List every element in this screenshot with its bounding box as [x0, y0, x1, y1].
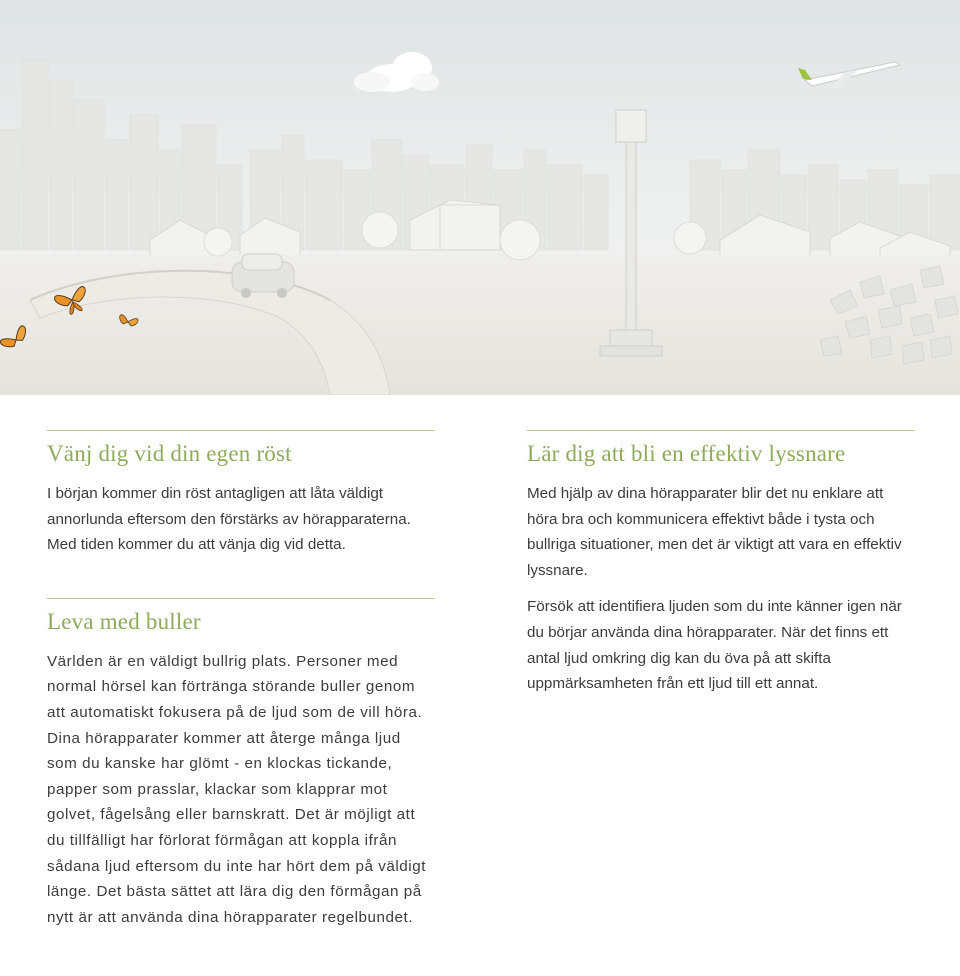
right-column: [527, 430, 915, 697]
section-divider: [47, 598, 435, 599]
section-paragraph: Världen är en väldigt bullrig plats. Personer med normal hörsel kan förtränga störande buller genom att automatiskt fokusera på de ljud som de vill höra. Dina hörapparater kommer att återge många ljud som du kanske har glömt - en klockas tickande, papper som prasslar, klackar som klapprar mot golvet, fågelsång eller barnskratt. Det är möjligt att du tillfälligt har förlorat förmågan att koppla ifrån sådana ljud eftersom du inte har hört dem på väldigt länge. Det bästa sättet att lära dig den förmågan på nytt är att använda dina hörapparater regelbundet.: [47, 652, 426, 926]
section-paragraph: Försök att identifiera ljuden som du inte känner igen när du börjar använda dina hörapparater. När det finns ett antal ljud omkring dig kan du öva på att skifta uppmärksamheten från ett ljud till ett annat.: [527, 598, 902, 693]
hero-illustration: [0, 0, 960, 395]
section-divider: [527, 430, 915, 431]
section-heading: Lär dig att bli en effektiv lyssnare: [527, 441, 846, 466]
section-paragraph: Med hjälp av dina hörapparater blir det nu enklare att höra bra och kommunicera effektivt både i tysta och bullriga situationer, men det är viktigt att vara en effektiv lyssnare.: [527, 485, 902, 579]
city-scene: [0, 0, 960, 395]
left-column: [47, 430, 435, 930]
section-paragraph: I början kommer din röst antagligen att låta väldigt annorlunda eftersom den förstärks av hörapparaterna. Med tiden kommer du att vänja dig vid detta.: [47, 485, 411, 554]
section-heading: Vänj dig vid din egen röst: [47, 441, 292, 466]
section-divider: [47, 430, 435, 431]
section-heading: Leva med buller: [47, 608, 201, 634]
